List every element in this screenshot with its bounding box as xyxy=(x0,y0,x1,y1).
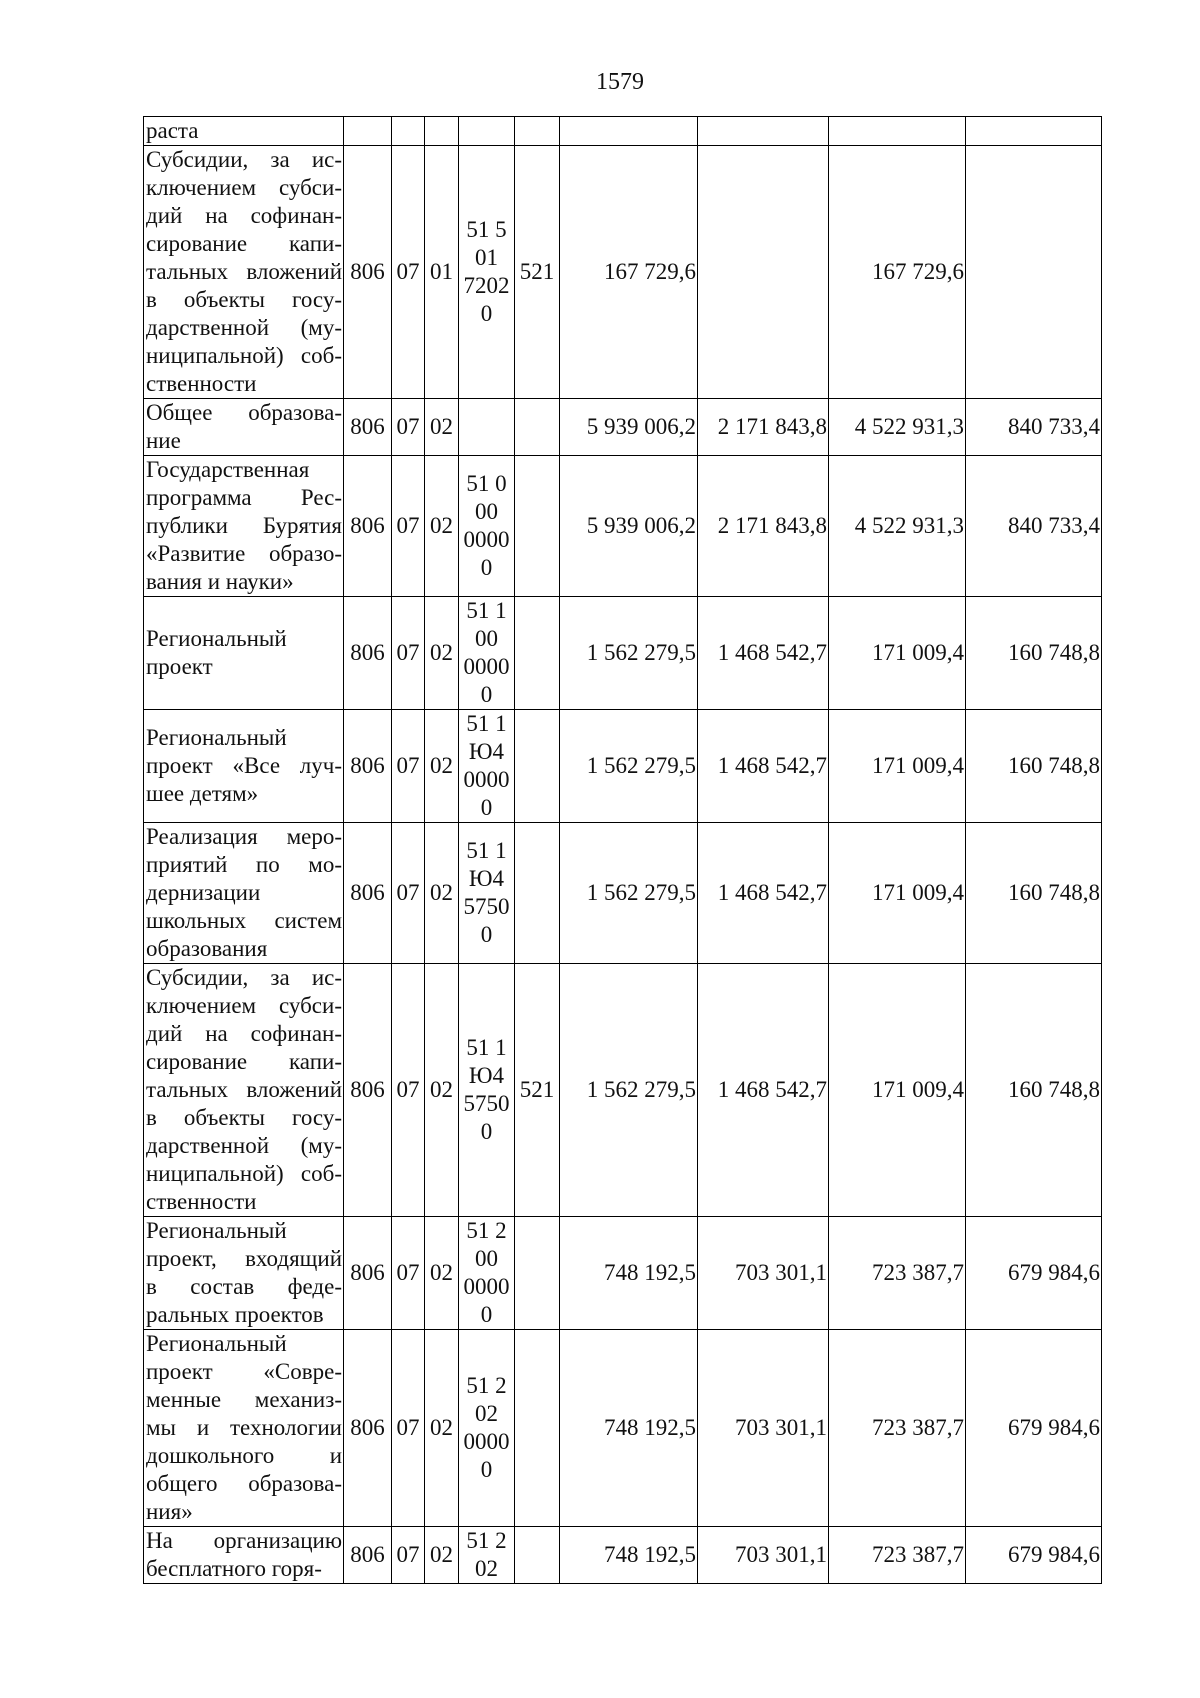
row-name-line: в состав феде- xyxy=(146,1274,342,1299)
pr-cell: 02 xyxy=(425,1330,459,1527)
csr-line: 02 xyxy=(475,1401,498,1426)
row-name-line: ральных проектов xyxy=(146,1302,324,1327)
row-name-line: Региональный xyxy=(146,725,287,750)
csr-line: 0 xyxy=(480,301,493,326)
ved-cell: 806 xyxy=(344,597,392,710)
rz-cell: 07 xyxy=(392,1527,425,1584)
row-name-line: ственности xyxy=(146,371,257,396)
rz-cell: 07 xyxy=(392,710,425,823)
csr-line: 51 1 xyxy=(466,598,507,623)
row-name-cell xyxy=(144,117,344,146)
row-name-cell xyxy=(144,597,344,710)
row-name-line: дошкольного и xyxy=(146,1443,342,1468)
csr-line: 51 1 xyxy=(466,711,507,736)
row-name-cell xyxy=(144,710,344,823)
amount-cell-1: 748 192,5 xyxy=(560,1330,698,1527)
row-name-line: проект, входящий xyxy=(146,1246,342,1271)
row-name-line: образования xyxy=(146,936,268,961)
amount-cell-2: 2 171 843,8 xyxy=(698,456,829,597)
csr-line: 51 2 xyxy=(466,1373,507,1398)
row-name-line: раста xyxy=(146,118,199,143)
amount-cell-4: 160 748,8 xyxy=(966,823,1102,964)
amount-cell-2 xyxy=(698,146,829,399)
rz-cell: 07 xyxy=(392,456,425,597)
ved-cell: 806 xyxy=(344,964,392,1217)
ved-cell: 806 xyxy=(344,823,392,964)
rz-cell: 07 xyxy=(392,146,425,399)
amount-cell-2: 703 301,1 xyxy=(698,1527,829,1584)
csr-line: 00 xyxy=(475,499,498,524)
csr-line: 00 xyxy=(475,1246,498,1271)
row-name-line: дий на софинан- xyxy=(146,1021,342,1046)
pr-cell: 02 xyxy=(425,1217,459,1330)
csr-line: 0000 xyxy=(463,654,510,679)
csr-line: 0 xyxy=(480,682,493,707)
row-name-line: сирование капи- xyxy=(146,231,342,256)
csr-line: 0 xyxy=(480,555,493,580)
vr-cell xyxy=(515,399,560,456)
row-name-line: проект xyxy=(146,654,213,679)
csr-cell xyxy=(459,456,515,597)
row-name-line: Региональный xyxy=(146,1218,287,1243)
amount-cell-2: 2 171 843,8 xyxy=(698,399,829,456)
row-name-line: Субсидии, за ис- xyxy=(146,965,342,990)
rz-cell: 07 xyxy=(392,1217,425,1330)
amount-cell-1: 167 729,6 xyxy=(560,146,698,399)
csr-line: 0000 xyxy=(463,1274,510,1299)
pr-cell xyxy=(425,117,459,146)
table-row xyxy=(144,597,1102,710)
row-name-cell xyxy=(144,1527,344,1584)
ved-cell: 806 xyxy=(344,1330,392,1527)
pr-cell: 02 xyxy=(425,597,459,710)
rz-cell: 07 xyxy=(392,823,425,964)
amount-cell-1: 1 562 279,5 xyxy=(560,597,698,710)
csr-cell xyxy=(459,1527,515,1584)
amount-cell-1: 1 562 279,5 xyxy=(560,823,698,964)
amount-cell-4: 160 748,8 xyxy=(966,710,1102,823)
csr-cell xyxy=(459,117,515,146)
csr-cell xyxy=(459,597,515,710)
table-row xyxy=(144,1217,1102,1330)
amount-cell-4 xyxy=(966,146,1102,399)
csr-line: 0000 xyxy=(463,1429,510,1454)
pr-cell: 02 xyxy=(425,823,459,964)
amount-cell-1: 5 939 006,2 xyxy=(560,456,698,597)
row-name-line: бесплатного горя- xyxy=(146,1556,322,1581)
csr-line: 00 xyxy=(475,626,498,651)
row-name-line: ключением субси- xyxy=(146,175,342,200)
amount-cell-3: 4 522 931,3 xyxy=(829,456,966,597)
amount-cell-1: 1 562 279,5 xyxy=(560,964,698,1217)
csr-line: 0 xyxy=(480,1457,493,1482)
row-name-line: проект «Все луч- xyxy=(146,753,342,778)
csr-line: Ю4 xyxy=(468,866,505,891)
amount-cell-3: 171 009,4 xyxy=(829,710,966,823)
row-name-line: дий на софинан- xyxy=(146,203,342,228)
csr-line: 0 xyxy=(480,795,493,820)
amount-cell-1: 748 192,5 xyxy=(560,1217,698,1330)
amount-cell-3: 171 009,4 xyxy=(829,823,966,964)
row-name-cell xyxy=(144,1217,344,1330)
amount-cell-4: 160 748,8 xyxy=(966,597,1102,710)
amount-cell-3: 171 009,4 xyxy=(829,964,966,1217)
csr-line: 5750 xyxy=(463,1091,510,1116)
csr-line: 0 xyxy=(480,922,493,947)
pr-cell: 02 xyxy=(425,964,459,1217)
ved-cell: 806 xyxy=(344,1527,392,1584)
csr-line: 51 2 xyxy=(466,1218,507,1243)
row-name-line: дернизации xyxy=(146,880,261,905)
csr-line: 7202 xyxy=(463,273,510,298)
csr-cell xyxy=(459,1217,515,1330)
csr-line: 0000 xyxy=(463,767,510,792)
row-name-line: публики Бурятия xyxy=(146,513,342,538)
row-name-line: в объекты госу- xyxy=(146,287,342,312)
ved-cell: 806 xyxy=(344,456,392,597)
csr-line: 01 xyxy=(475,245,498,270)
csr-line: 0 xyxy=(480,1302,493,1327)
page-number: 1579 xyxy=(596,69,644,95)
csr-line: 51 2 xyxy=(466,1528,507,1553)
row-name-line: шее детям» xyxy=(146,781,259,806)
row-name-cell xyxy=(144,1330,344,1527)
amount-cell-4: 679 984,6 xyxy=(966,1330,1102,1527)
pr-cell: 02 xyxy=(425,456,459,597)
row-name-line: проект «Совре- xyxy=(146,1359,342,1384)
table-row xyxy=(144,146,1102,399)
amount-cell-1: 1 562 279,5 xyxy=(560,710,698,823)
rz-cell: 07 xyxy=(392,1330,425,1527)
row-name-line: ключением субси- xyxy=(146,993,342,1018)
row-name-line: Региональный xyxy=(146,1331,287,1356)
row-name-line: На организацию xyxy=(146,1528,342,1553)
csr-line: 5750 xyxy=(463,894,510,919)
amount-cell-3: 723 387,7 xyxy=(829,1217,966,1330)
row-name-line: Общее образова- xyxy=(146,400,342,425)
row-name-line: дарственной (му- xyxy=(146,315,342,340)
ved-cell: 806 xyxy=(344,146,392,399)
table-row xyxy=(144,964,1102,1217)
row-name-line: Государственная xyxy=(146,457,310,482)
table-row xyxy=(144,710,1102,823)
amount-cell-3: 723 387,7 xyxy=(829,1330,966,1527)
ved-cell: 806 xyxy=(344,710,392,823)
row-name-line: дарственной (му- xyxy=(146,1133,342,1158)
amount-cell-2: 703 301,1 xyxy=(698,1217,829,1330)
row-name-line: тальных вложений xyxy=(146,259,342,284)
rz-cell: 07 xyxy=(392,964,425,1217)
amount-cell-2: 703 301,1 xyxy=(698,1330,829,1527)
amount-cell-3: 4 522 931,3 xyxy=(829,399,966,456)
amount-cell-2: 1 468 542,7 xyxy=(698,823,829,964)
row-name-cell xyxy=(144,456,344,597)
row-name-line: в объекты госу- xyxy=(146,1105,342,1130)
vr-cell xyxy=(515,1330,560,1527)
csr-cell xyxy=(459,964,515,1217)
vr-cell xyxy=(515,823,560,964)
amount-cell-2: 1 468 542,7 xyxy=(698,964,829,1217)
row-name-line: ния» xyxy=(146,1499,193,1524)
amount-cell-3: 171 009,4 xyxy=(829,597,966,710)
row-name-line: программа Рес- xyxy=(146,485,342,510)
csr-cell xyxy=(459,710,515,823)
table-row xyxy=(144,1330,1102,1527)
vr-cell xyxy=(515,597,560,710)
row-name-line: приятий по мо- xyxy=(146,852,342,877)
amount-cell-4: 160 748,8 xyxy=(966,964,1102,1217)
row-name-line: Региональный xyxy=(146,626,287,651)
pr-cell: 01 xyxy=(425,146,459,399)
row-name-line: ние xyxy=(146,428,181,453)
row-name-cell xyxy=(144,146,344,399)
row-name-line: мы и технологии xyxy=(146,1415,342,1440)
amount-cell-1 xyxy=(560,117,698,146)
ved-cell: 806 xyxy=(344,399,392,456)
amount-cell-3: 167 729,6 xyxy=(829,146,966,399)
row-name-line: общего образова- xyxy=(146,1471,342,1496)
pr-cell: 02 xyxy=(425,710,459,823)
vr-cell: 521 xyxy=(515,146,560,399)
amount-cell-4: 679 984,6 xyxy=(966,1527,1102,1584)
csr-cell xyxy=(459,823,515,964)
row-name-line: тальных вложений xyxy=(146,1077,342,1102)
csr-line: 51 0 xyxy=(466,471,507,496)
rz-cell: 07 xyxy=(392,399,425,456)
amount-cell-2: 1 468 542,7 xyxy=(698,710,829,823)
csr-line: 0000 xyxy=(463,527,510,552)
row-name-line: «Развитие образо- xyxy=(146,541,342,566)
vr-cell xyxy=(515,117,560,146)
amount-cell-2: 1 468 542,7 xyxy=(698,597,829,710)
vr-cell xyxy=(515,1527,560,1584)
row-name-line: ниципальной) соб- xyxy=(146,1161,342,1186)
table-row xyxy=(144,823,1102,964)
table-row xyxy=(144,456,1102,597)
amount-cell-3: 723 387,7 xyxy=(829,1527,966,1584)
pr-cell: 02 xyxy=(425,399,459,456)
vr-cell: 521 xyxy=(515,964,560,1217)
row-name-line: Реализация меро- xyxy=(146,824,342,849)
amount-cell-1: 748 192,5 xyxy=(560,1527,698,1584)
row-name-line: ниципальной) соб- xyxy=(146,343,342,368)
vr-cell xyxy=(515,456,560,597)
ved-cell: 806 xyxy=(344,1217,392,1330)
row-name-line: ственности xyxy=(146,1189,257,1214)
amount-cell-2 xyxy=(698,117,829,146)
amount-cell-1: 5 939 006,2 xyxy=(560,399,698,456)
row-name-cell xyxy=(144,823,344,964)
ved-cell xyxy=(344,117,392,146)
csr-line: 51 1 xyxy=(466,1035,507,1060)
csr-line: 51 5 xyxy=(466,217,507,242)
csr-cell xyxy=(459,399,515,456)
budget-table-body xyxy=(144,117,1102,1584)
row-name-cell xyxy=(144,399,344,456)
amount-cell-4: 840 733,4 xyxy=(966,399,1102,456)
pr-cell: 02 xyxy=(425,1527,459,1584)
vr-cell xyxy=(515,1217,560,1330)
row-name-line: вания и науки» xyxy=(146,569,294,594)
amount-cell-4: 679 984,6 xyxy=(966,1217,1102,1330)
csr-line: Ю4 xyxy=(468,1063,505,1088)
row-name-line: школьных систем xyxy=(146,908,342,933)
table-row xyxy=(144,399,1102,456)
csr-line: Ю4 xyxy=(468,739,505,764)
csr-cell xyxy=(459,146,515,399)
row-name-line: сирование капи- xyxy=(146,1049,342,1074)
row-name-line: менные механиз- xyxy=(146,1387,342,1412)
amount-cell-4: 840 733,4 xyxy=(966,456,1102,597)
csr-line: 0 xyxy=(480,1119,493,1144)
table-row xyxy=(144,1527,1102,1584)
table-row xyxy=(144,117,1102,146)
row-name-line: Субсидии, за ис- xyxy=(146,147,342,172)
amount-cell-4 xyxy=(966,117,1102,146)
csr-cell xyxy=(459,1330,515,1527)
budget-table xyxy=(143,116,1102,1584)
vr-cell xyxy=(515,710,560,823)
row-name-cell xyxy=(144,964,344,1217)
csr-line: 02 xyxy=(475,1556,498,1581)
rz-cell xyxy=(392,117,425,146)
csr-line: 51 1 xyxy=(466,838,507,863)
amount-cell-3 xyxy=(829,117,966,146)
rz-cell: 07 xyxy=(392,597,425,710)
